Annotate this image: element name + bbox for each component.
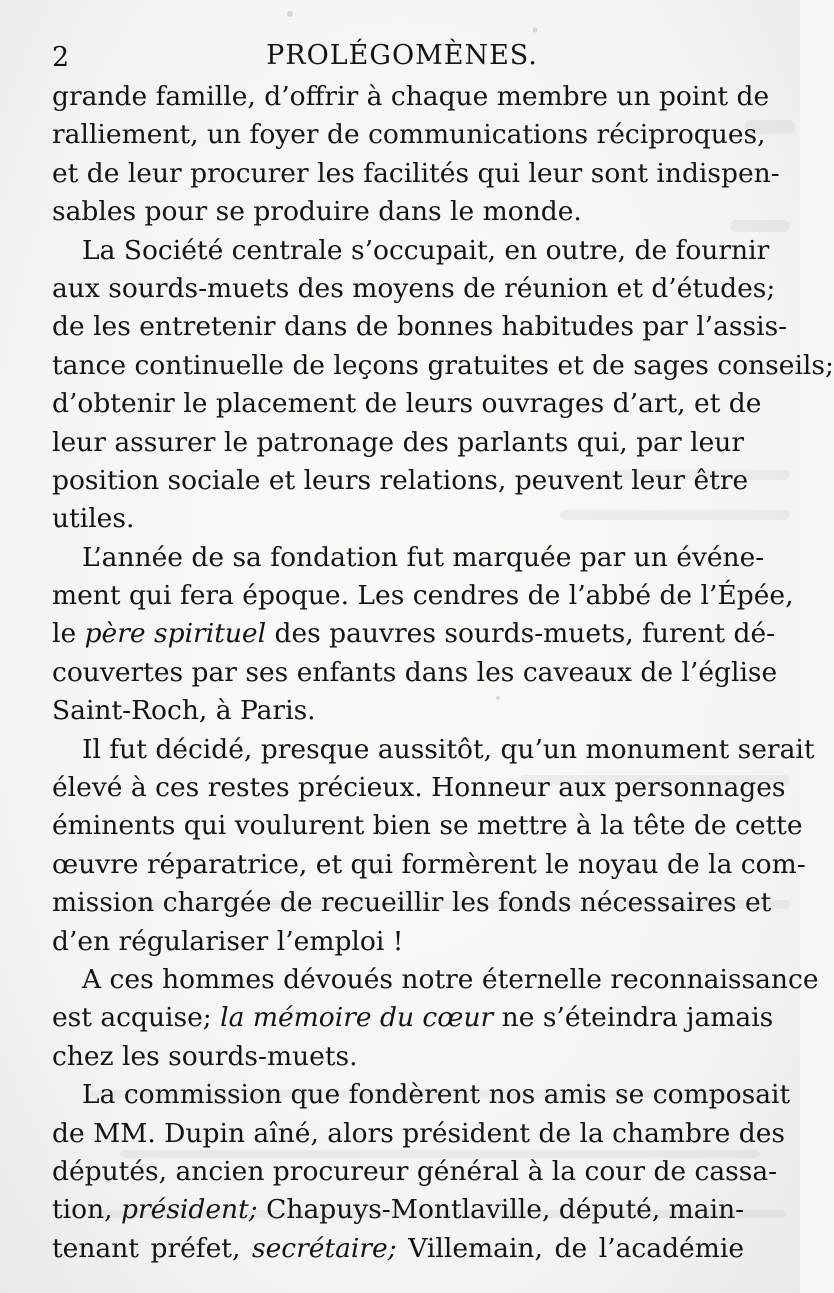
text-line: éminents qui voulurent bien se mettre à la tête de cette: [52, 810, 803, 842]
body-text: [52, 78, 834, 1268]
text-run: Chapuys-Montlaville, député, main-: [257, 1194, 745, 1226]
text-line: d’obtenir le placement de leurs ouvrages d’art, et de: [52, 388, 762, 420]
text-line: députés, ancien procureur général à la cour de cassa-: [52, 1155, 778, 1187]
italic-phrase: secrétaire;: [251, 1232, 397, 1264]
text-line: ralliement, un foyer de communications réciproques,: [52, 119, 766, 151]
text-line: A ces hommes dévoués notre éternelle reconnaissance: [82, 963, 819, 995]
text-line: tance continuelle de leçons gratuites et de sages conseils;: [52, 349, 834, 381]
italic-phrase: président;: [121, 1194, 258, 1226]
text-line: ment qui fera époque. Les cendres de l’abbé de l’Épée,: [52, 580, 794, 612]
italic-phrase: la mémoire du cœur: [220, 1002, 494, 1034]
text-line: chez les sourds-muets.: [52, 1040, 358, 1072]
text-line: de les entretenir dans de bonnes habitudes par l’assis-: [52, 311, 788, 343]
text-line: [52, 1191, 744, 1229]
text-run: est acquise;: [52, 1002, 221, 1034]
text-line: couvertes par ses enfants dans les caveaux de l’église: [52, 656, 778, 688]
text-line: Saint-Roch, à Paris.: [52, 695, 316, 727]
text-line: [52, 615, 776, 653]
text-line: et de leur procurer les facilités qui leur sont indispen-: [52, 157, 780, 189]
text-line: La commission que fondèrent nos amis se composait: [82, 1079, 791, 1111]
text-line: d’en régulariser l’emploi !: [52, 925, 404, 957]
text-line: L’année de sa fondation fut marquée par un événe-: [82, 541, 765, 573]
text-line: position sociale et leurs relations, peuvent leur être: [52, 464, 749, 496]
text-line: La Société centrale s’occupait, en outre, de fournir: [82, 234, 770, 266]
text-line: grande famille, d’offrir à chaque membre un point de: [52, 81, 770, 112]
paragraph-5: [52, 961, 819, 1076]
text-line: élevé à ces restes précieux. Honneur aux personnages: [52, 772, 786, 804]
paragraph-2: [52, 232, 834, 539]
paragraph-4: [52, 731, 815, 961]
text-line: [52, 999, 774, 1037]
text-line: sables pour se produire dans le monde.: [52, 196, 582, 228]
paragraph-3: [52, 539, 794, 731]
text-run: tion,: [52, 1194, 121, 1226]
text-line: leur assurer le patronage des parlants qui, par leur: [52, 426, 744, 458]
text-line: de MM. Dupin aîné, alors président de la chambre des: [52, 1117, 785, 1149]
text-run: ne s’éteindra jamais: [493, 1002, 774, 1034]
text-line: utiles.: [52, 503, 135, 535]
text-run: tenant préfet,: [52, 1232, 252, 1264]
page-header: [52, 38, 752, 74]
text-line: aux sourds-muets des moyens de réunion et d’études;: [52, 272, 776, 304]
text-line: mission chargée de recueillir les fonds nécessaires et: [52, 887, 772, 919]
text-line: œuvre réparatrice, et qui formèrent le noyau de la com-: [52, 848, 806, 880]
text-line: [52, 1230, 744, 1268]
paragraph-1: [52, 78, 780, 232]
page-number: 2: [52, 42, 70, 73]
paragraph-6: [52, 1076, 791, 1268]
text-run: le: [52, 618, 85, 650]
text-run: Villemain, de l’académie: [396, 1232, 744, 1264]
italic-phrase: père spirituel: [84, 618, 267, 650]
text-line: Il fut décidé, presque aussitôt, qu’un monument serait: [82, 733, 815, 765]
running-head: PROLÉGOMÈNES.: [266, 40, 538, 71]
text-run: des pauvres sourds-muets, furent dé-: [266, 618, 776, 650]
